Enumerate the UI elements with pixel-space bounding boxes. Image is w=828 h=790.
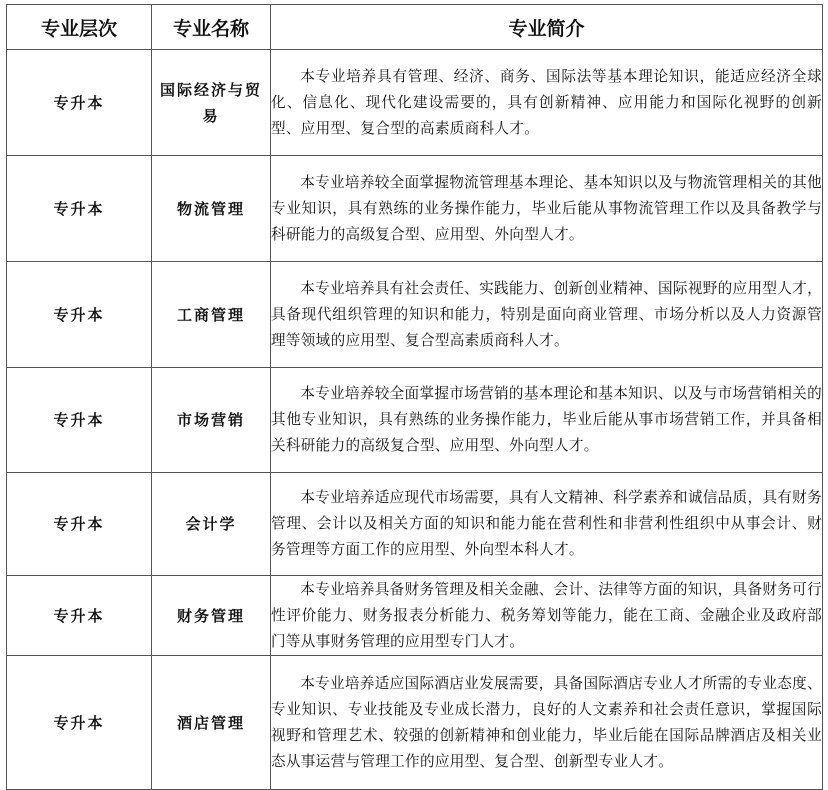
cell-description: 本专业培养具有管理、经济、商务、国际法等基本理论知识，能适应经济全球化、信息化、现代化建设需要的，具有创新精神、应用能力和国际化视野的创新型、应用型、复合型的高素质商科人才。 [271,50,823,156]
cell-name: 会计学 [152,473,271,576]
cell-description: 本专业培养具有社会责任、实践能力、创新创业精神、国际视野的应用型人才，具备现代组织管理的知识和能力，特别是面向商业管理、市场分析以及人力资源管理等领域的应用型、复合型高素质商科人才。 [271,262,823,368]
header-level: 专业层次 [7,5,152,50]
cell-description: 本专业培养适应现代市场需要，具有人文精神、科学素养和诚信品质，具有财务管理、会计以及相关方面的知识和能力能在营利性和非营利性组织中从事会计、财务管理等方面工作的应用型、外向型本科人才。 [271,473,823,576]
table-row [7,156,823,262]
cell-level: 专升本 [7,156,152,262]
cell-name: 市场营销 [152,368,271,473]
table-header-row [7,5,823,50]
cell-description: 本专业培养适应国际酒店业发展需要，具备国际酒店专业人才所需的专业态度、专业知识、专业技能及专业成长潜力，良好的人文素养和社会责任意识，掌握国际视野和管理艺术、较强的创新精神和创业能力，毕业后能在国际品牌酒店及相关业态从事运营与管理工作的应用型、复合型、创新型专业人才。 [271,656,823,790]
cell-description: 本专业培养较全面掌握市场营销的基本理论和基本知识、以及与市场营销相关的其他专业知识，具有熟练的业务操作能力，毕业后能从事市场营销工作，并具备相关科研能力的高级复合型、应用型、外向型人才。 [271,368,823,473]
cell-level: 专升本 [7,576,152,656]
header-description: 专业简介 [271,5,823,50]
header-name: 专业名称 [152,5,271,50]
table-row [7,262,823,368]
cell-name: 物流管理 [152,156,271,262]
majors-table [6,4,823,790]
cell-name: 酒店管理 [152,656,271,790]
cell-name: 国际经济与贸易 [152,50,271,156]
table-row [7,368,823,473]
cell-name: 财务管理 [152,576,271,656]
cell-level: 专升本 [7,50,152,156]
cell-level: 专升本 [7,656,152,790]
cell-name: 工商管理 [152,262,271,368]
cell-description: 本专业培养较全面掌握物流管理基本理论、基本知识以及与物流管理相关的其他专业知识，具有熟练的业务操作能力，毕业后能从事物流管理工作以及具备教学与科研能力的高级复合型、应用型、外向型人才。 [271,156,823,262]
table-row [7,656,823,790]
cell-level: 专升本 [7,262,152,368]
table-row [7,50,823,156]
cell-description: 本专业培养具备财务管理及相关金融、会计、法律等方面的知识，具备财务可行性评价能力、财务报表分析能力、税务筹划等能力，能在工商、金融企业及政府部门等从事财务管理的应用型专门人才。 [271,576,823,656]
cell-level: 专升本 [7,473,152,576]
table-row [7,576,823,656]
cell-level: 专升本 [7,368,152,473]
table-row [7,473,823,576]
